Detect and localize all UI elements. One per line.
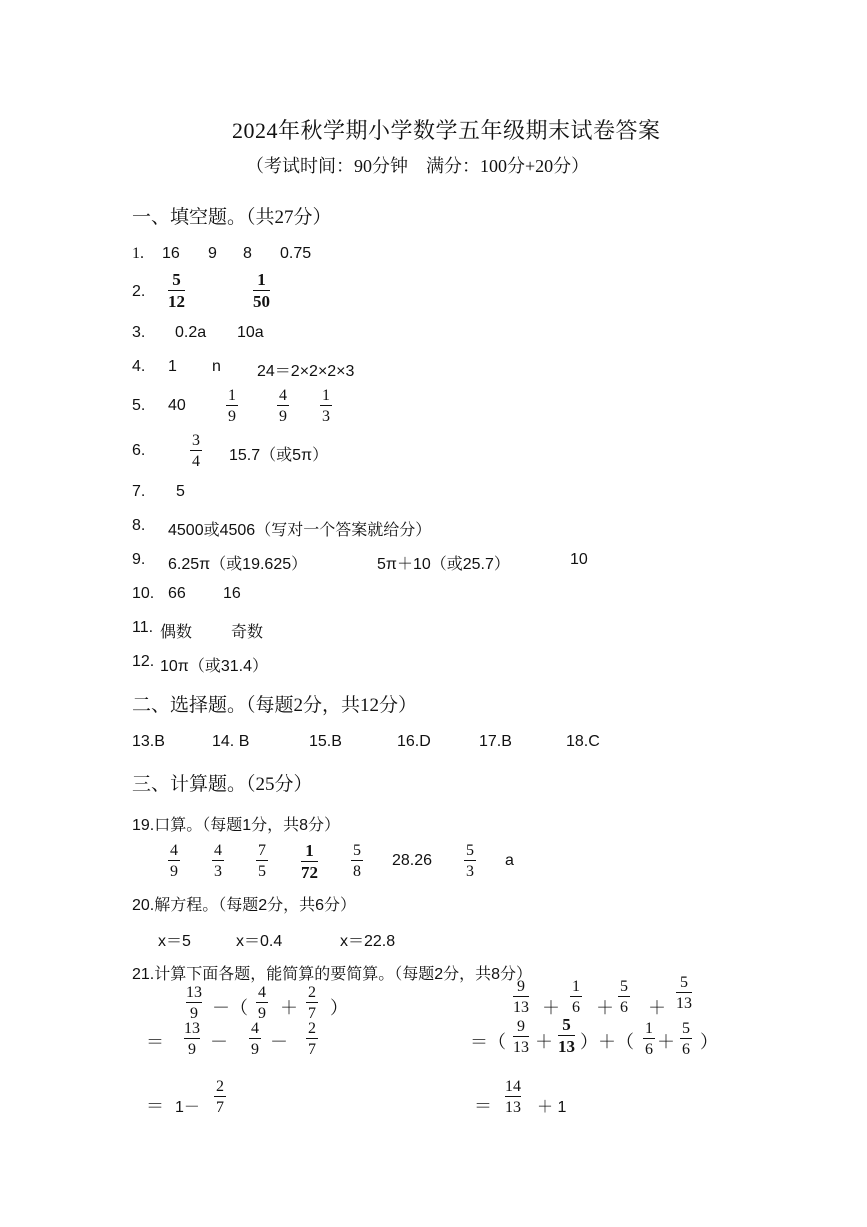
fraction bbox=[301, 842, 318, 882]
fraction bbox=[643, 1020, 655, 1058]
operator: ＋ bbox=[280, 998, 298, 1018]
question-number: 9. bbox=[132, 551, 146, 568]
denominator: 7 bbox=[308, 1041, 316, 1058]
fraction bbox=[168, 271, 185, 311]
denominator: 13 bbox=[676, 995, 692, 1012]
denominator: 6 bbox=[572, 999, 580, 1016]
operator: ＋ bbox=[596, 998, 614, 1018]
numerator: 5 bbox=[682, 1020, 690, 1037]
denominator: 8 bbox=[353, 863, 361, 880]
q19-label: 19.口算。（每题1分，共8分） bbox=[132, 817, 341, 834]
fraction bbox=[676, 974, 692, 1012]
numerator: 1 bbox=[257, 270, 266, 289]
fraction bbox=[570, 978, 582, 1016]
q20-label: 20.解方程。（每题2分，共6分） bbox=[132, 897, 357, 914]
operator: －（ bbox=[212, 998, 248, 1018]
fraction bbox=[186, 984, 202, 1022]
operator: ＋ bbox=[535, 1032, 553, 1052]
numerator: 2 bbox=[308, 984, 316, 1001]
answer-value: 偶数 bbox=[160, 624, 193, 641]
choice-answer: 14. B bbox=[212, 733, 250, 750]
equals-sign: ＝ bbox=[474, 1096, 492, 1116]
equals-sign: ＝ bbox=[146, 1096, 164, 1116]
expression-text: 1－ bbox=[175, 1099, 200, 1116]
answer-value: x＝5 bbox=[158, 933, 191, 950]
answer-value: 6.25π（或19.625） bbox=[168, 556, 308, 573]
answer-value: 16 bbox=[223, 585, 241, 602]
denominator: 13 bbox=[558, 1037, 575, 1056]
numerator: 9 bbox=[517, 978, 525, 995]
operator: ＋ bbox=[648, 998, 666, 1018]
q21-label: 21.计算下面各题，能简算的要简算。（每题2分，共8分） bbox=[132, 966, 533, 983]
operator: － bbox=[210, 1032, 228, 1052]
numerator: 5 bbox=[562, 1015, 571, 1034]
question-number: 7. bbox=[132, 483, 146, 500]
choice-answer: 17.B bbox=[479, 733, 512, 750]
fraction bbox=[249, 1020, 261, 1058]
numerator: 4 bbox=[258, 984, 266, 1001]
numerator: 5 bbox=[353, 842, 361, 859]
operator: ）＋（ bbox=[580, 1032, 634, 1052]
answer-value: 5 bbox=[176, 483, 185, 500]
answer-value: 1 bbox=[168, 358, 177, 375]
denominator: 9 bbox=[279, 408, 287, 425]
numerator: 2 bbox=[216, 1078, 224, 1095]
answer-value: 10a bbox=[237, 324, 264, 341]
denominator: 6 bbox=[620, 999, 628, 1016]
answer-value: n bbox=[212, 358, 221, 375]
numerator: 5 bbox=[620, 978, 628, 995]
fraction bbox=[190, 432, 202, 470]
numerator: 14 bbox=[505, 1078, 521, 1095]
answer-value: 5π＋10（或25.7） bbox=[377, 556, 510, 573]
numerator: 13 bbox=[186, 984, 202, 1001]
fraction bbox=[513, 978, 529, 1016]
denominator: 6 bbox=[682, 1041, 690, 1058]
choice-answer: 16.D bbox=[397, 733, 431, 750]
question-number: 11. bbox=[132, 619, 154, 636]
numerator: 4 bbox=[251, 1020, 259, 1037]
numerator: 1 bbox=[322, 387, 330, 404]
answer-value: 28.26 bbox=[392, 852, 433, 869]
denominator: 6 bbox=[645, 1041, 653, 1058]
fraction bbox=[351, 842, 363, 880]
answer-value: 15.7（或5π） bbox=[229, 447, 329, 464]
denominator: 3 bbox=[214, 863, 222, 880]
operator: ） bbox=[330, 998, 348, 1018]
answer-value: x＝0.4 bbox=[236, 933, 283, 950]
question-number: 4. bbox=[132, 358, 146, 375]
question-number: 1. bbox=[132, 245, 144, 262]
denominator: 12 bbox=[168, 292, 185, 311]
denominator: 9 bbox=[228, 408, 236, 425]
question-number: 3. bbox=[132, 324, 146, 341]
denominator: 7 bbox=[308, 1005, 316, 1022]
operator: ＋ bbox=[542, 998, 560, 1018]
fraction bbox=[226, 387, 238, 425]
fraction bbox=[256, 984, 268, 1022]
denominator: 50 bbox=[253, 292, 270, 311]
equals-sign: ＝ bbox=[146, 1032, 164, 1052]
numerator: 9 bbox=[517, 1018, 525, 1035]
section-calc-heading: 三、计算题。（25分） bbox=[132, 774, 313, 795]
fraction bbox=[168, 842, 180, 880]
question-number: 5. bbox=[132, 397, 146, 414]
denominator: 9 bbox=[188, 1041, 196, 1058]
fraction bbox=[618, 978, 630, 1016]
numerator: 5 bbox=[466, 842, 474, 859]
numerator: 2 bbox=[308, 1020, 316, 1037]
page-title: 2024年秋学期小学数学五年级期末试卷答案 bbox=[232, 118, 661, 143]
answer-value: 奇数 bbox=[231, 624, 264, 641]
operator: ） bbox=[700, 1032, 718, 1052]
answer-value: 24＝2×2×2×3 bbox=[257, 363, 355, 380]
denominator: 3 bbox=[322, 408, 330, 425]
fraction bbox=[558, 1016, 575, 1056]
answer-value: 8 bbox=[243, 245, 252, 262]
numerator: 4 bbox=[279, 387, 287, 404]
denominator: 5 bbox=[258, 863, 266, 880]
denominator: 9 bbox=[258, 1005, 266, 1022]
numerator: 3 bbox=[192, 432, 200, 449]
fraction bbox=[277, 387, 289, 425]
answer-value: 9 bbox=[208, 245, 217, 262]
fraction bbox=[513, 1018, 529, 1056]
question-number: 6. bbox=[132, 442, 146, 459]
question-number: 10. bbox=[132, 585, 155, 602]
answer-value: 40 bbox=[168, 397, 186, 414]
fraction bbox=[306, 1020, 318, 1058]
question-number: 2. bbox=[132, 283, 146, 300]
answer-value: 16 bbox=[162, 245, 180, 262]
answer-value: 66 bbox=[168, 585, 186, 602]
section-fill-blank-heading: 一、填空题。（共27分） bbox=[132, 207, 332, 228]
numerator: 1 bbox=[305, 841, 314, 860]
denominator: 7 bbox=[216, 1099, 224, 1116]
section-choice-heading: 二、选择题。（每题2分，共12分） bbox=[132, 695, 418, 716]
answer-value: a bbox=[505, 852, 514, 869]
fraction bbox=[214, 1078, 226, 1116]
denominator: 9 bbox=[190, 1005, 198, 1022]
fraction bbox=[464, 842, 476, 880]
answer-value: 10π（或31.4） bbox=[160, 658, 268, 675]
numerator: 13 bbox=[184, 1020, 200, 1037]
numerator: 1 bbox=[228, 387, 236, 404]
operator: ＋ bbox=[657, 1032, 675, 1052]
denominator: 13 bbox=[505, 1099, 521, 1116]
question-number: 12. bbox=[132, 653, 155, 670]
numerator: 4 bbox=[170, 842, 178, 859]
fraction bbox=[320, 387, 332, 425]
fraction bbox=[306, 984, 318, 1022]
denominator: 13 bbox=[513, 1039, 529, 1056]
fraction bbox=[253, 271, 270, 311]
numerator: 1 bbox=[572, 978, 580, 995]
denominator: 72 bbox=[301, 863, 318, 882]
answer-value: 4500或4506（写对一个答案就给分） bbox=[168, 522, 432, 539]
answer-value: 0.2a bbox=[175, 324, 207, 341]
answer-value: x＝22.8 bbox=[340, 933, 396, 950]
operator: － bbox=[270, 1032, 288, 1052]
fraction bbox=[505, 1078, 521, 1116]
fraction bbox=[212, 842, 224, 880]
denominator: 3 bbox=[466, 863, 474, 880]
denominator: 13 bbox=[513, 999, 529, 1016]
numerator: 5 bbox=[172, 270, 181, 289]
fraction bbox=[680, 1020, 692, 1058]
denominator: 9 bbox=[251, 1041, 259, 1058]
choice-answer: 18.C bbox=[566, 733, 600, 750]
numerator: 1 bbox=[645, 1020, 653, 1037]
expression-text: ＋ 1 bbox=[537, 1099, 567, 1116]
numerator: 5 bbox=[680, 974, 688, 991]
choice-answer: 15.B bbox=[309, 733, 342, 750]
fraction bbox=[184, 1020, 200, 1058]
fraction bbox=[256, 842, 268, 880]
numerator: 7 bbox=[258, 842, 266, 859]
question-number: 8. bbox=[132, 517, 146, 534]
denominator: 9 bbox=[170, 863, 178, 880]
choice-answer: 13.B bbox=[132, 733, 165, 750]
operator: ＝（ bbox=[470, 1032, 506, 1052]
answer-value: 10 bbox=[570, 551, 588, 568]
answer-value: 0.75 bbox=[280, 245, 312, 262]
denominator: 4 bbox=[192, 453, 200, 470]
numerator: 4 bbox=[214, 842, 222, 859]
exam-info: （考试时间：90分钟 满分：100分+20分） bbox=[246, 156, 590, 176]
